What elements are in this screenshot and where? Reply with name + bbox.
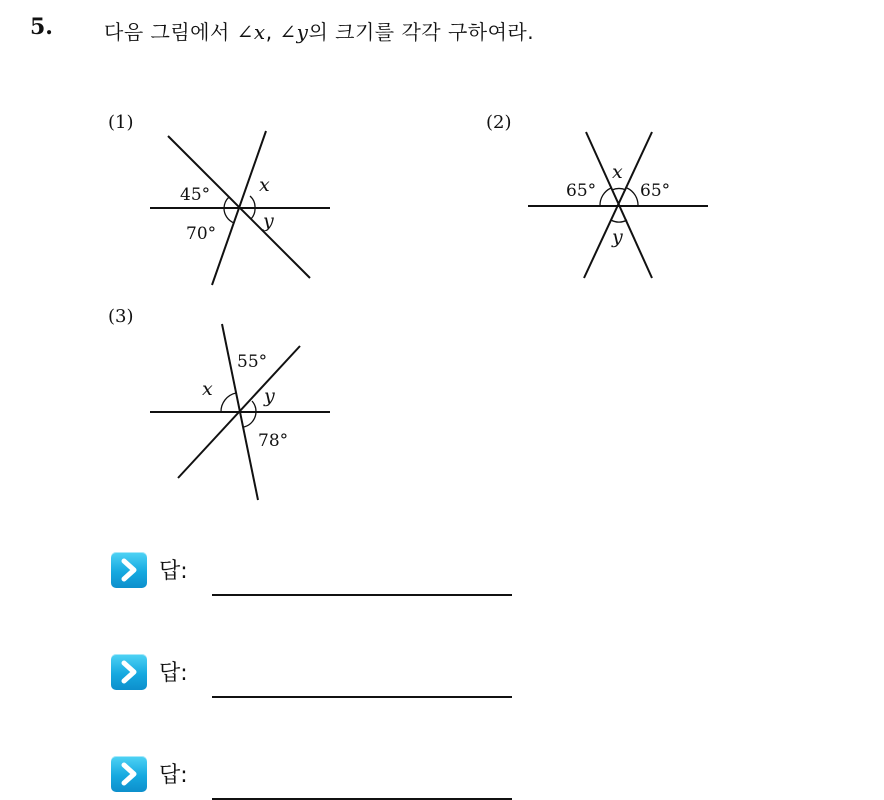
chevron-right-icon: [111, 654, 147, 690]
figure-2-label: (2): [486, 112, 512, 133]
answer-blank-2[interactable]: [212, 696, 512, 698]
figure-2-arc-x: [612, 188, 626, 190]
answer-label: 답:: [159, 763, 188, 788]
figure-1-arc-70: [224, 208, 234, 223]
figure-3-diagram: [148, 322, 338, 507]
figure-3-arc-y: [252, 401, 256, 412]
figure-1-arc-45: [224, 197, 229, 208]
answer-label: 답:: [159, 559, 188, 584]
figure-2-var-x: x: [612, 161, 623, 183]
figure-3-angle-78: 78°: [258, 431, 289, 451]
figure-1-label: (1): [108, 112, 134, 133]
figure-1-angle-70: 70°: [186, 224, 217, 244]
question-separator: ,: [265, 20, 280, 44]
question-number: 5.: [30, 14, 53, 40]
chevron-right-icon: [111, 756, 147, 792]
figure-3-arc-78: [244, 412, 256, 427]
figure-1-var-x: x: [259, 174, 270, 196]
figure-1-arc-x: [250, 196, 255, 208]
figure-3-arc-x: [221, 393, 236, 412]
answer-blank-1[interactable]: [212, 594, 512, 596]
figure-3-var-y: y: [264, 385, 275, 407]
figure-3-label: (3): [108, 306, 134, 327]
figure-2-arc-left-65: [600, 188, 611, 206]
figure-2-angle-left-65: 65°: [566, 181, 597, 201]
angle-x-symbol: ∠x: [236, 20, 266, 44]
answer-label: 답:: [159, 661, 188, 686]
figure-3-var-x: x: [202, 378, 213, 400]
figure-2-diagram: [528, 128, 718, 288]
question-text: [104, 16, 534, 45]
figure-2-angle-right-65: 65°: [640, 181, 671, 201]
angle-y-symbol: ∠y: [279, 20, 309, 44]
figure-2-arc-right-65: [627, 188, 638, 206]
figure-1-angle-45: 45°: [180, 185, 211, 205]
figure-1-arc-y: [251, 208, 255, 219]
figure-2-var-y: y: [612, 226, 623, 248]
question-text-before: 다음 그림에서: [104, 20, 237, 44]
figure-1-var-y: y: [263, 210, 274, 232]
figure-1-diagram: [148, 128, 338, 288]
chevron-right-icon: [111, 552, 147, 588]
figure-2-arc-y: [611, 220, 627, 222]
figure-3-angle-55: 55°: [237, 352, 268, 372]
question-text-after: 의 크기를 각각 구하여라.: [308, 20, 535, 44]
